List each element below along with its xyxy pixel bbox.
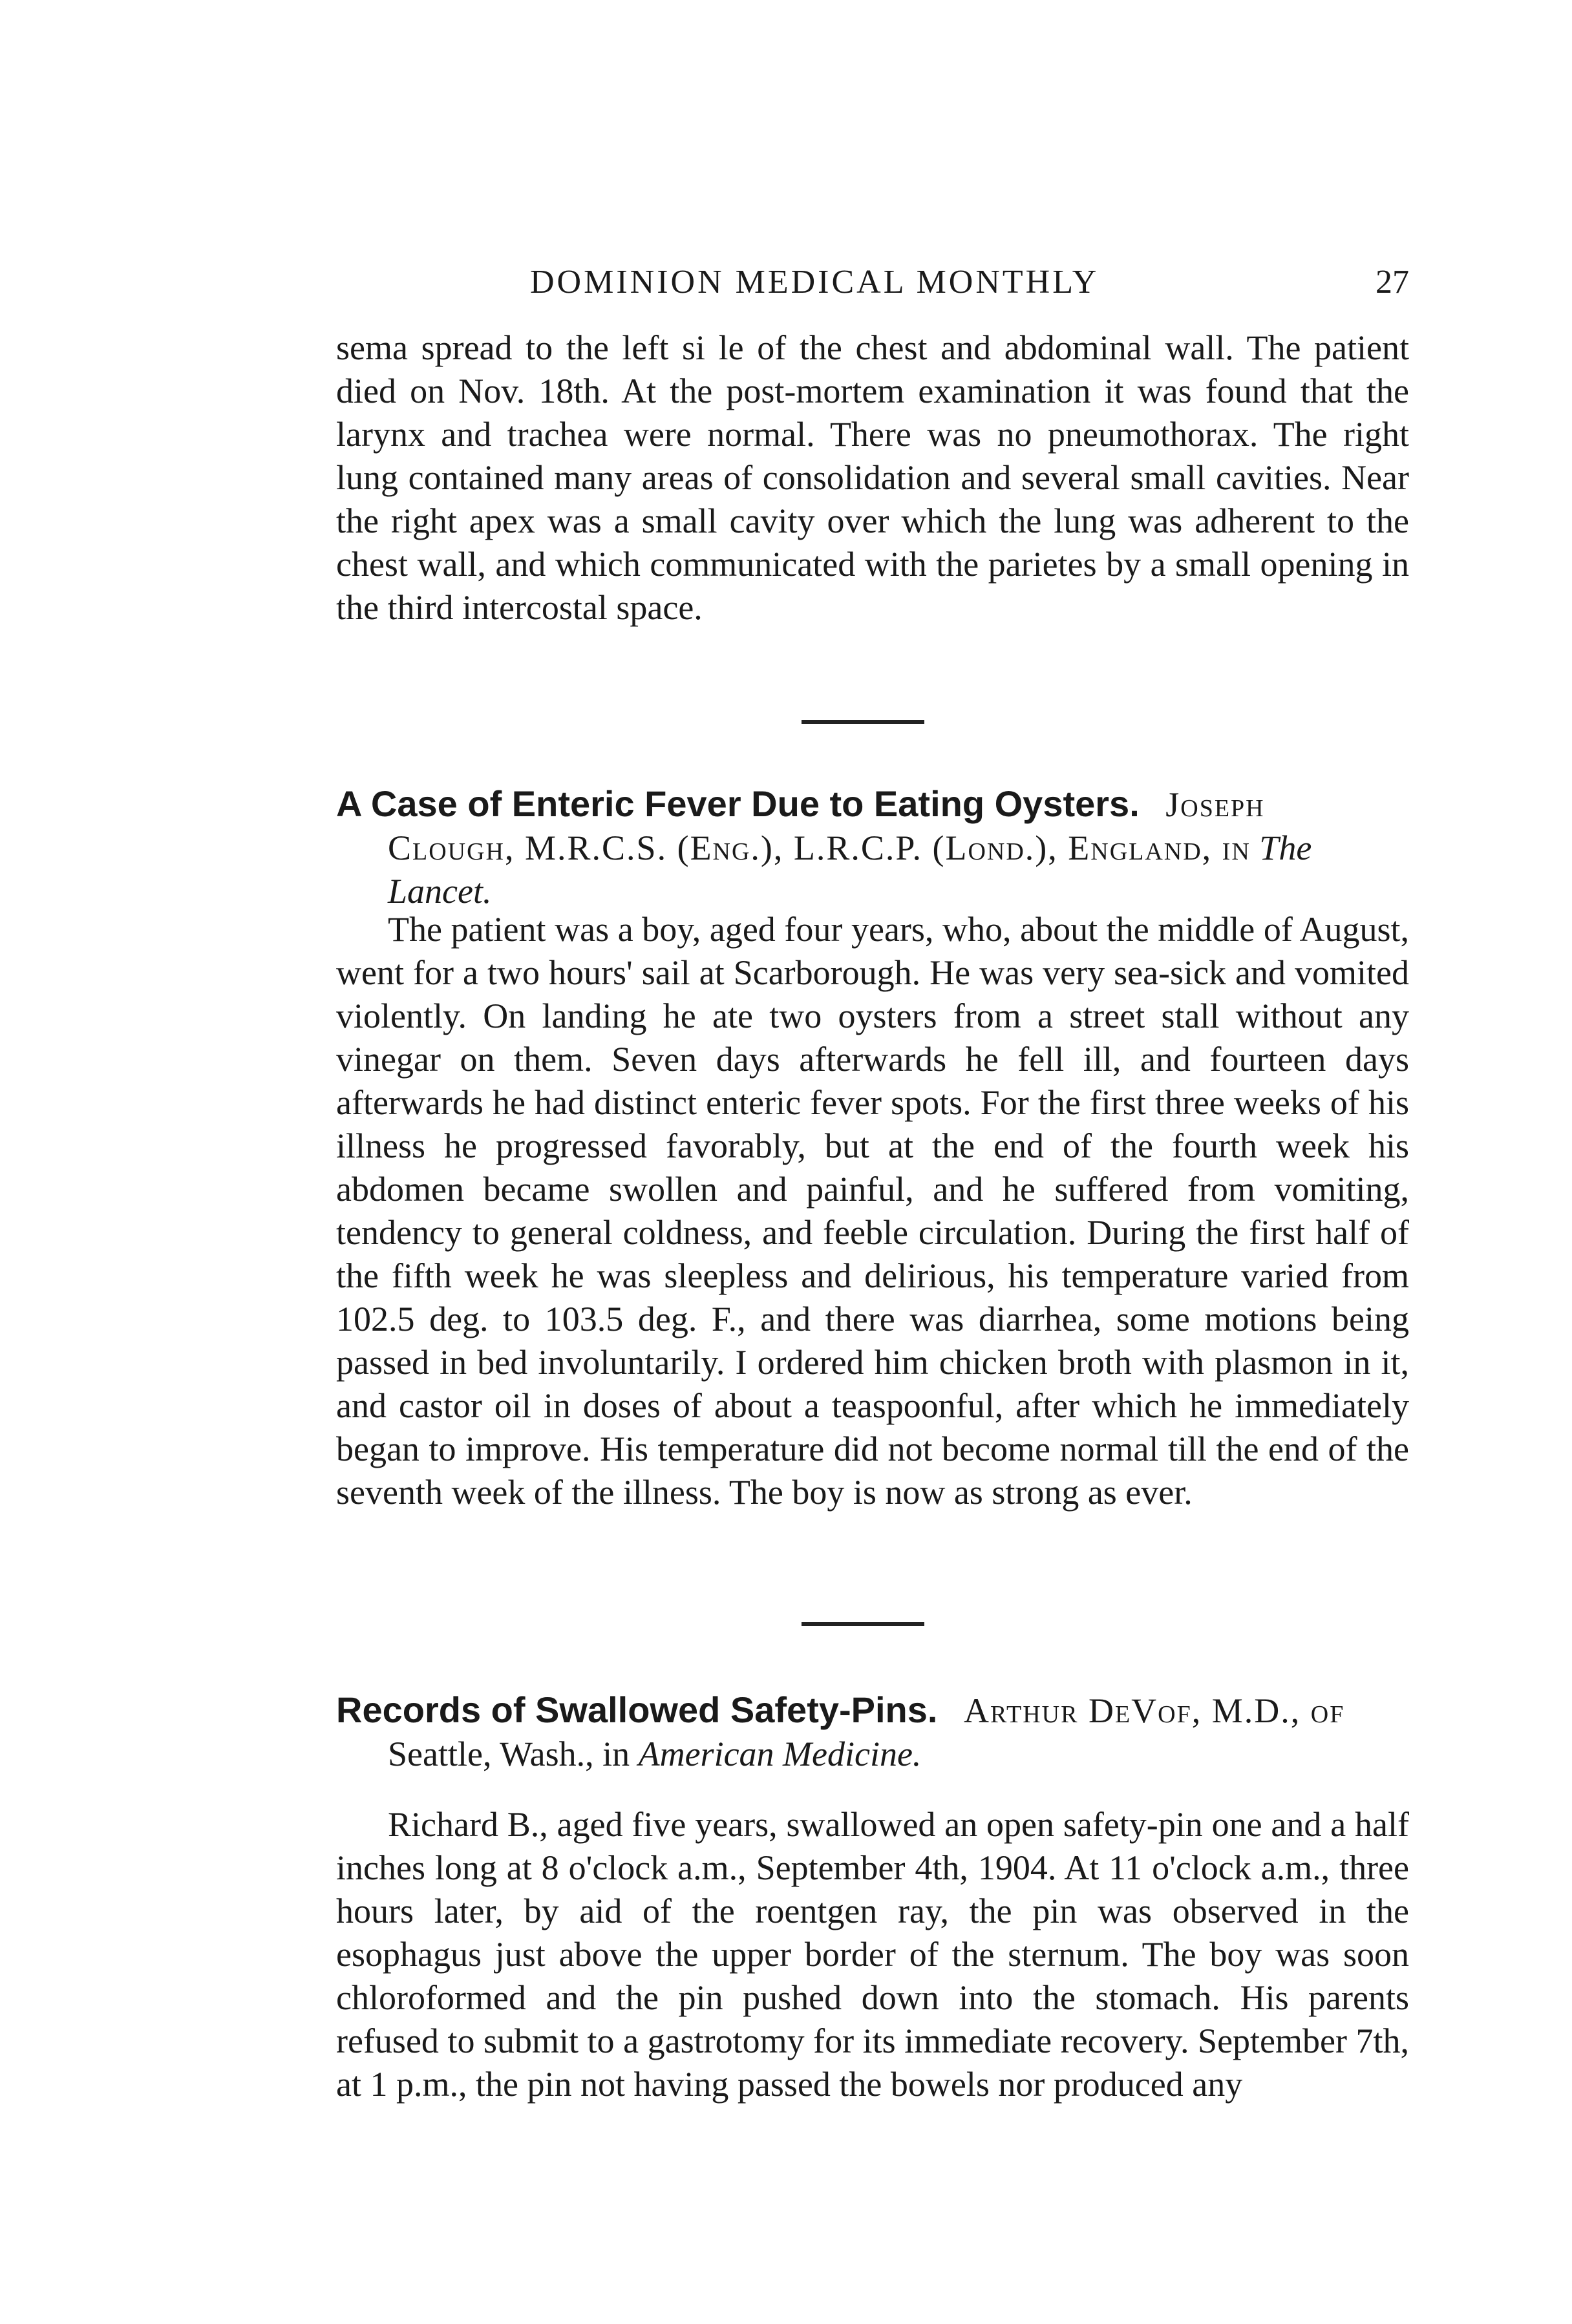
section-divider	[802, 1622, 924, 1626]
article-body-enteric-fever: The patient was a boy, aged four years, who, about the middle of August, went for a two hours' sail at Scarborough. He was very sea-sick and vomited violently. On landing he ate two oysters from a street stall without any vinegar on them. Seven days afterwards he fell ill, and fourteen days afterwards he had distinct enteric fever spots. For the first three weeks of his illness he progressed favorably, but at the end of the fourth week his abdomen became swollen and painful, and he suffered from vomiting, tendency to general coldness, and feeble circulation. During the first half of the fifth week he was sleepless and delirious, his temperature varied from 102.5 deg. to 103.5 deg. F., and there was diarrhea, some motions being passed in bed involuntarily. I ordered him chicken broth with plasmon in it, and castor oil in doses of about a teaspoonful, after which he immediately began to improve. His temperature did not become normal till the end of the seventh week of the illness. The boy is now as strong as ever.	[336, 910, 1409, 1512]
article-author-first: Joseph	[1165, 785, 1265, 824]
page-number: 27	[1376, 264, 1409, 301]
article-body-safety-pins: Richard B., aged five years, swallowed an open safety-pin one and a half inches long at 8 o'clock a.m., September 4th, 1904. At 11 o'clock a.m., three hours later, by aid of the roentgen ray, the pin was observed in the esophagus just above the upper border of the sternum. The boy was soon chloroformed and the pin pushed down into the stomach. His parents refused to submit to a gastrotomy for its immediate recovery. September 7th, at 1 p.m., the pin not having passed the bowels nor produced any	[336, 1805, 1409, 2104]
article-author-first: Arthur DeVof, M.D., of	[963, 1691, 1345, 1730]
journal-name-part2: Lancet.	[388, 872, 492, 911]
journal-name-part1: American Medicine.	[638, 1735, 922, 1773]
journal-name-part1: The	[1259, 829, 1312, 867]
article-author-rest: Seattle, Wash., in	[388, 1735, 630, 1773]
section-divider	[802, 720, 924, 724]
continued-paragraph: sema spread to the left si le of the chest and abdominal wall. The patient died on Nov. 18th. At the post-mortem examination it was found that the larynx and trachea were normal. There was no pneumothorax. The right lung contained many areas of consolidation and several small cavities. Near the right apex was a small cavity over which the lung was adherent to the chest wall, and which communicated with the parietes by a small opening in the third intercostal space.	[336, 328, 1409, 627]
article-author-rest: Clough, M.R.C.S. (Eng.), L.R.C.P. (Lond.), England, in	[388, 829, 1251, 867]
article-citation	[336, 827, 1409, 913]
article-citation	[336, 1733, 1409, 1776]
page-header	[336, 260, 1409, 305]
article-title: Records of Swallowed Safety-Pins.	[336, 1689, 938, 1730]
running-head: DOMINION MEDICAL MONTHLY	[530, 264, 1099, 301]
article-heading-enteric-fever	[336, 782, 1409, 913]
article-heading-safety-pins	[336, 1688, 1409, 1776]
article-title: A Case of Enteric Fever Due to Eating Oysters.	[336, 783, 1140, 824]
